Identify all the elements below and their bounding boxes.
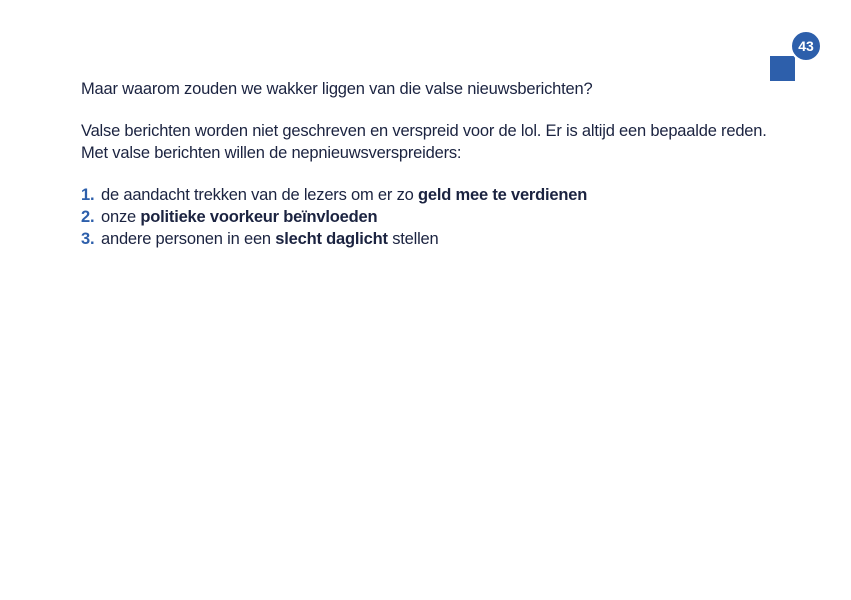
list-item-text: [101, 184, 587, 206]
list-number: 2.: [81, 208, 95, 226]
list-number: 3.: [81, 230, 95, 248]
reason-list: [81, 184, 781, 250]
list-item-text: [101, 228, 439, 250]
page-content: [81, 78, 781, 250]
list-text-bold: politieke voorkeur beïnvloeden: [140, 208, 378, 226]
list-item: [81, 228, 781, 250]
list-text-plain: andere personen in een: [101, 230, 276, 248]
list-number: 1.: [81, 186, 95, 204]
list-item: [81, 184, 781, 206]
question-text: Maar waarom zouden we wakker liggen van die valse nieuwsberichten?: [81, 80, 593, 98]
list-text-bold: slecht daglicht: [275, 230, 388, 248]
list-item-text: [101, 206, 377, 228]
list-text-bold: geld mee te verdienen: [418, 186, 588, 204]
list-item: [81, 206, 781, 228]
list-text-plain: onze: [101, 208, 141, 226]
list-text-plain: stellen: [387, 230, 439, 248]
intro-text: Valse berichten worden niet geschreven en verspreid voor de lol. Er is altijd een bepaalde reden. Met valse berichten willen de nepnieuwsverspreiders:: [81, 122, 767, 162]
page-number-badge: 43: [790, 30, 822, 62]
list-text-plain: de aandacht trekken van de lezers om er zo: [101, 186, 419, 204]
